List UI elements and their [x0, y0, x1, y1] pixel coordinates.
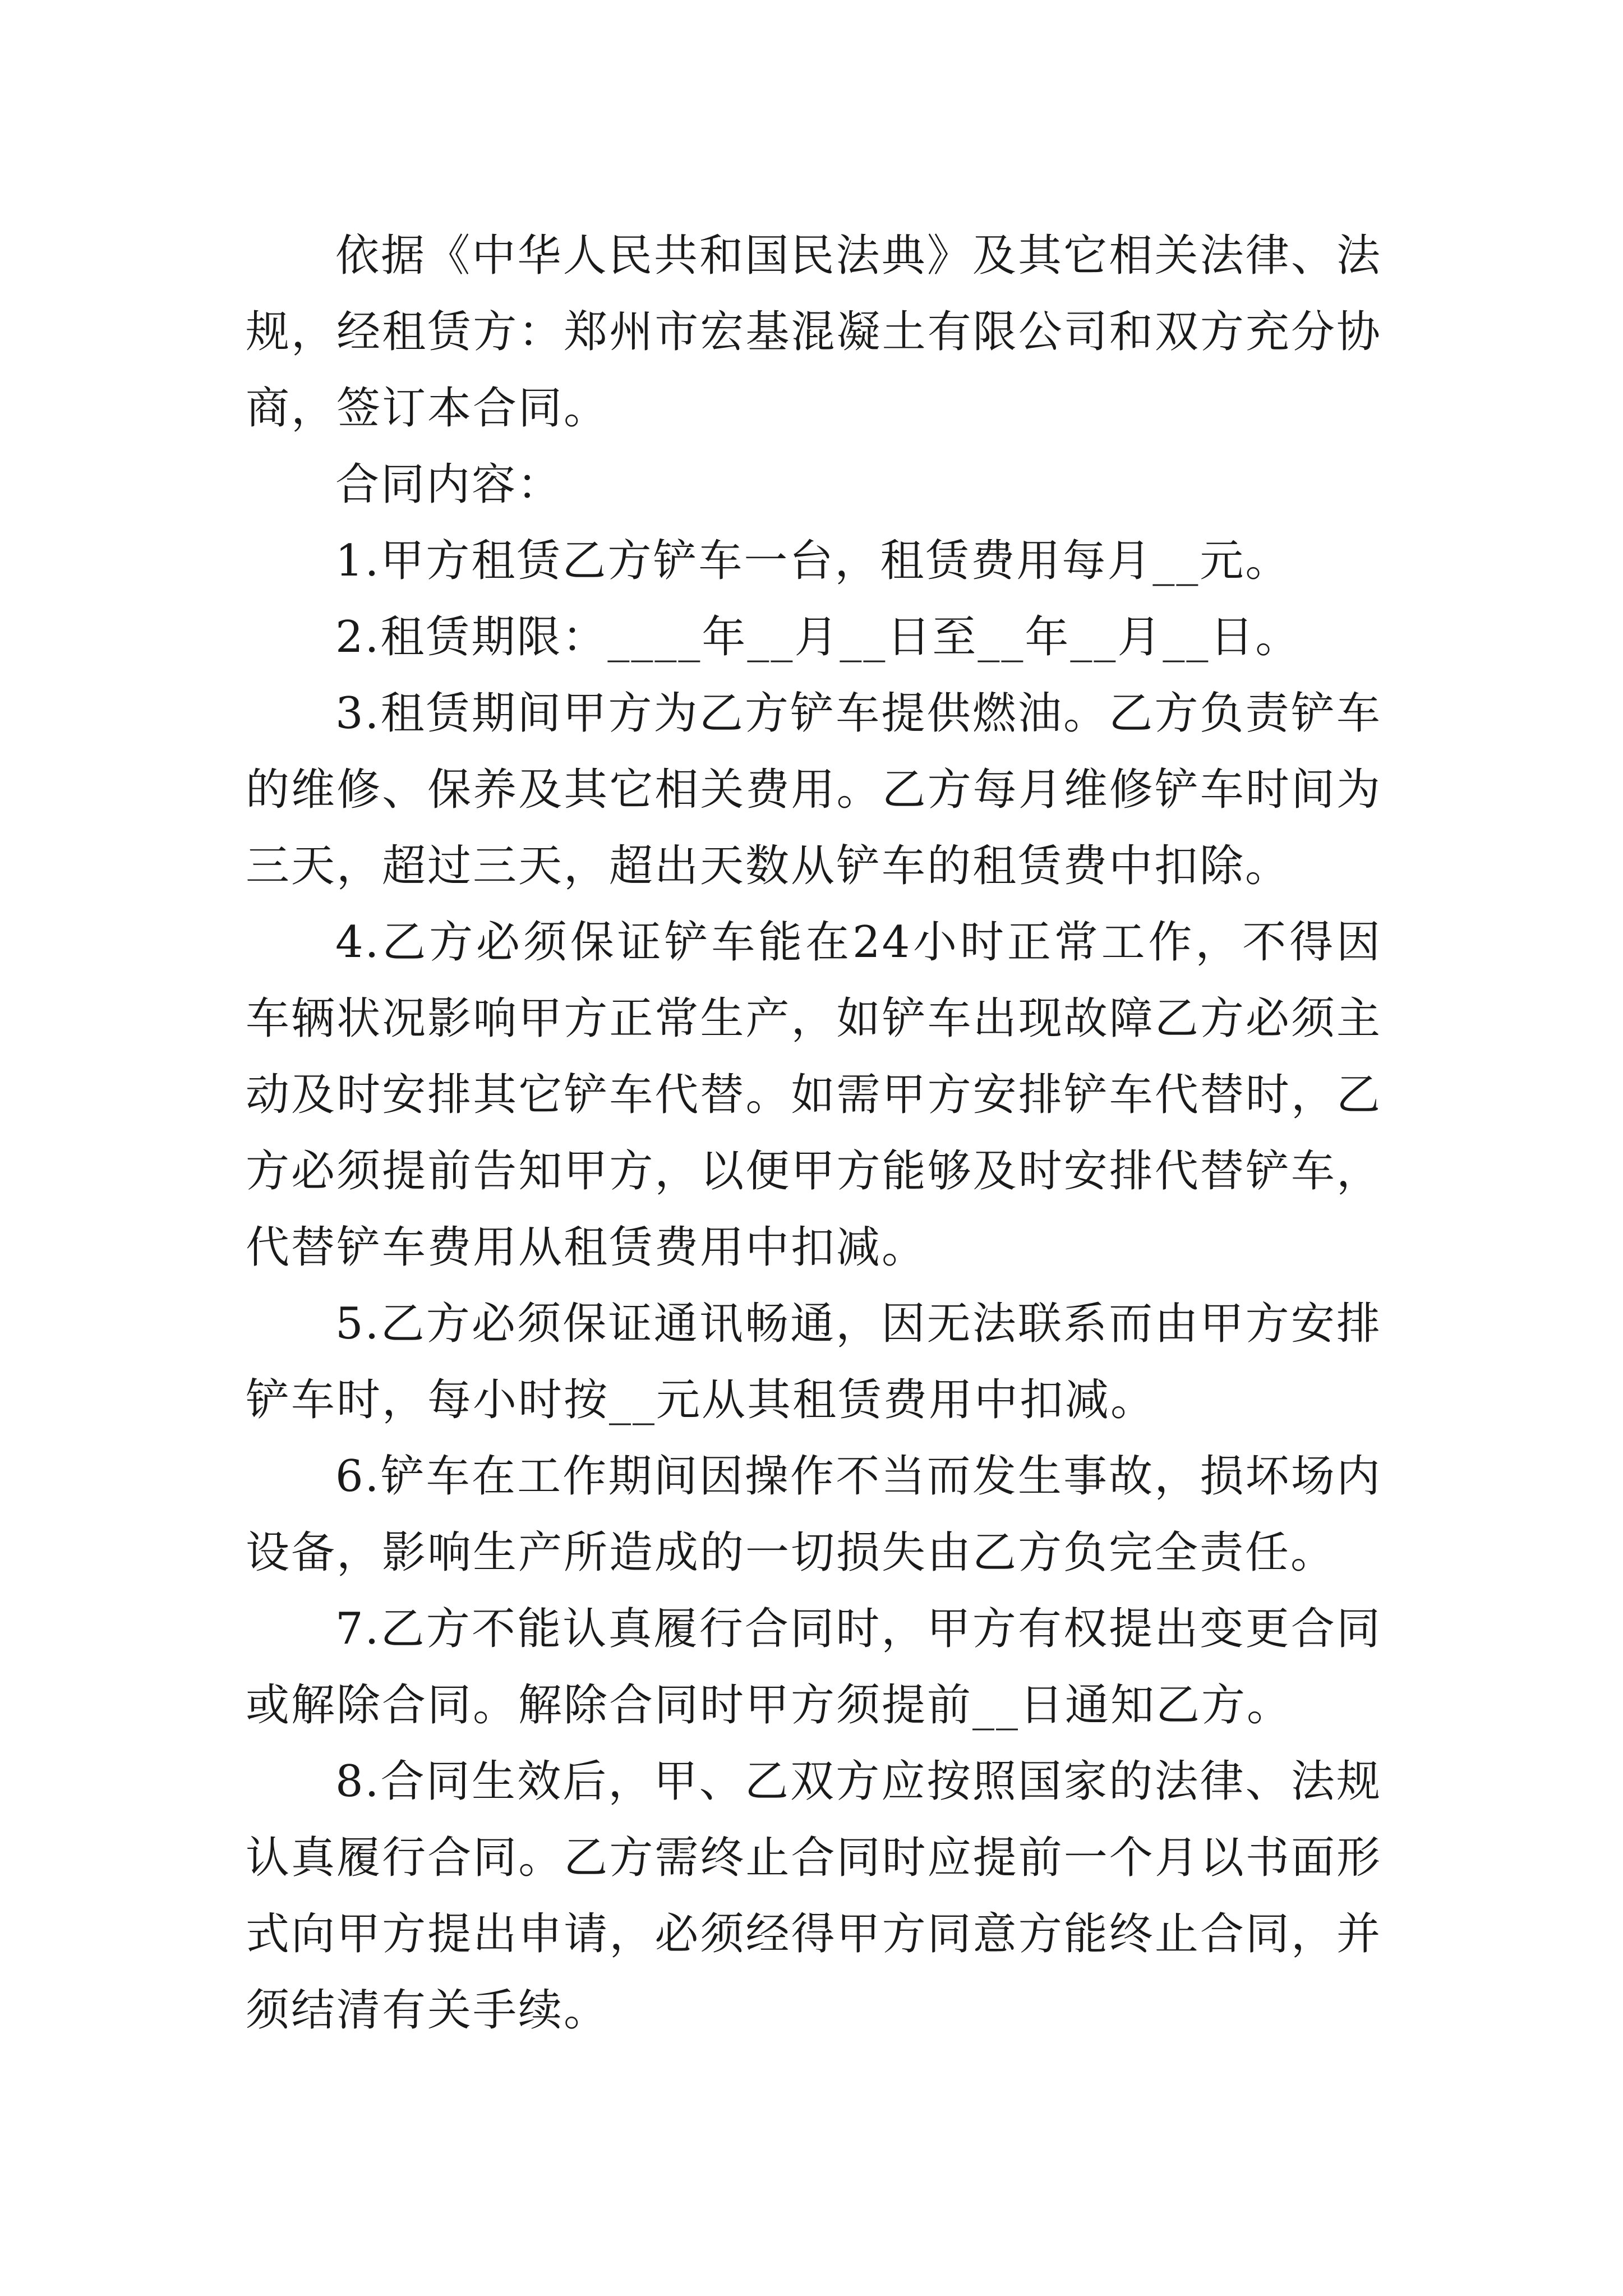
intro-paragraph: 依据《中华人民共和国民法典》及其它相关法律、法规，经租赁方：郑州市宏基混凝土有限公司和双方充分协商，签订本合同。 — [246, 231, 1382, 434]
clause-7: 7.乙方不能认真履行合同时，甲方有权提出变更合同或解除合同。解除合同时甲方须提前__日通知乙方。 — [246, 1604, 1382, 1731]
clause-5: 5.乙方必须保证通讯畅通，因无法联系而由甲方安排铲车时，每小时按__元从其租赁费用中扣减。 — [246, 1299, 1382, 1425]
contract-content-heading: 合同内容： — [335, 459, 563, 510]
clause-8: 8.合同生效后，甲、乙双方应按照国家的法律、法规认真履行合同。乙方需终止合同时应提前一个月以书面形式向甲方提出申请，必须经得甲方同意方能终止合同，并须结清有关手续。 — [246, 1756, 1382, 2036]
clause-4: 4.乙方必须保证铲车能在24小时正常工作，不得因车辆状况影响甲方正常生产，如铲车出现故障乙方必须主动及时安排其它铲车代替。如需甲方安排铲车代替时，乙方必须提前告知甲方，以便甲方能够及时安排代替铲车，代替铲车费用从租赁费用中扣减。 — [246, 917, 1382, 1273]
clause-3: 3.租赁期间甲方为乙方铲车提供燃油。乙方负责铲车的维修、保养及其它相关费用。乙方每月维修铲车时间为三天，超过三天，超出天数从铲车的租赁费中扣除。 — [246, 688, 1382, 891]
clause-6: 6.铲车在工作期间因操作不当而发生事故，损坏场内设备，影响生产所造成的一切损失由乙方负完全责任。 — [246, 1451, 1382, 1578]
clause-2: 2.租赁期限：____年__月__日至__年__月__日。 — [335, 612, 1301, 662]
contract-body — [246, 218, 1382, 2049]
clause-1: 1.甲方租赁乙方铲车一台，租赁费用每月__元。 — [335, 536, 1291, 586]
